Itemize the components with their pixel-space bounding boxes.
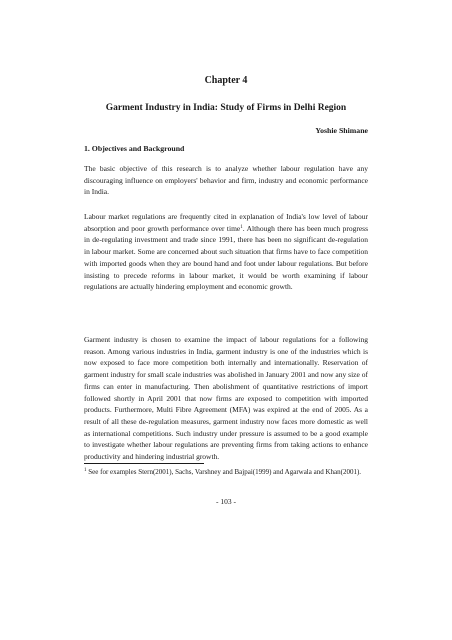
footnote-divider [84,463,204,464]
page-number: - 103 - [216,497,236,506]
footnote-marker: 1 [84,468,87,473]
paragraph-objective: The basic objective of this research is to analyze whether labour regulation have any discouraging influence on employers' behavior and firm, industry and economic performance in India. [84,164,368,197]
section-heading: 1. Objectives and Background [84,144,185,153]
chapter-title: Garment Industry in India: Study of Firms in Delhi Region [105,103,347,113]
chapter-label: Chapter 4 [204,75,248,86]
footnote-text: See for examples Stern(2001), Sachs, Varshney and Bajpai(1999) and Agarwala and Khan(2001). [86,468,362,476]
author-name: Yoshie Shimane [315,126,368,135]
paragraph-text: . Although there has been much progress in de-regulating investment and trade since 1991, there has been no significant de-regulation in labour market. Some are concerned about such situation that firms have to face competition with imported goods when they are bound hand and foot under labour regulations. But before insisting to precede reforms in labour market, it would be worth examining if labour regulations are actually hindering employment and economic growth. [84,223,368,292]
paragraph-labour-regulations [84,211,368,293]
paragraph-text: Labour market regulations are frequently cited in explanation of India's low level of labour absorption and poor growth performance over time [84,212,368,233]
paragraph-garment-industry: Garment industry is chosen to examine the impact of labour regulations for a following reason. Among various industries in India, garment industry is one of the industries which is now exposed to face more competition both internally and internationally. Reservation of garment industry for small scale industries was abolished in January 2001 and now any size of firms can enter in manufacturing. Then abolishment of quantitative restrictions of import followed shortly in April 2001 that now firms are exposed to competition with imported products. Furthermore, Multi Fibre Agreement (MFA) was expired at the end of 2005. As a result of all these de-regulation measures, garment industry now faces more domestic as well as international competitions. Such industry under pressure is assumed to be a good example to investigate whether labour regulations are preventing firms from taking actions to enhance productivity and hindering industrial growth. [84,335,368,462]
footnote [84,467,368,478]
footnote-reference: 1 [240,224,243,230]
